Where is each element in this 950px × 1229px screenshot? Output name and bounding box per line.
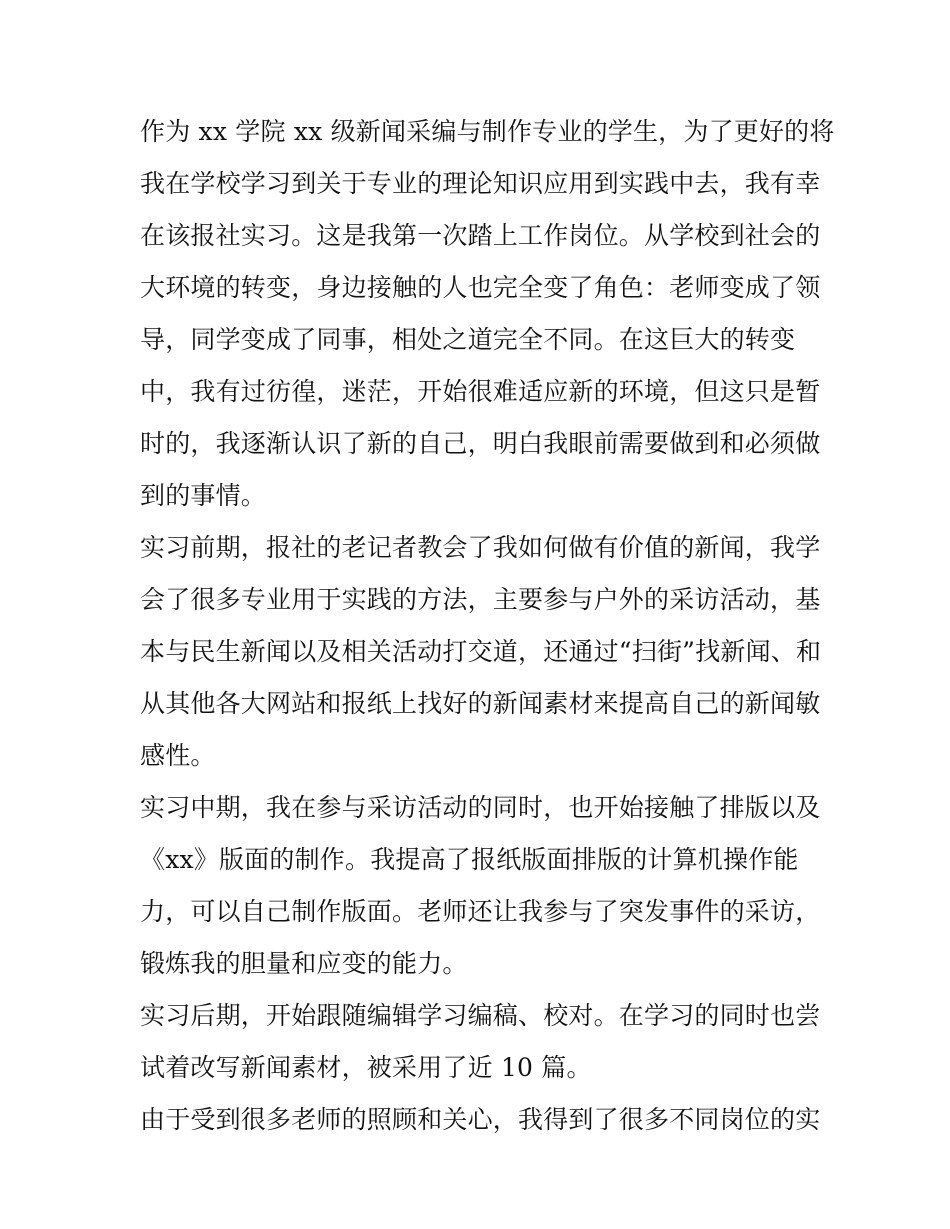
text-line: 由于受到很多老师的照顾和关心，我得到了很多不同岗位的实 [140, 1105, 821, 1134]
text-line: 感性。 [140, 741, 216, 770]
text-line: 试着改写新闻素材，被采用了近 10 篇。 [140, 1053, 592, 1082]
text-line: 在该报社实习。这是我第一次踏上工作岗位。从学校到社会的 [140, 221, 821, 250]
text-line: 时的，我逐渐认识了新的自己，明白我眼前需要做到和必须做 [140, 429, 821, 458]
text-line: 从其他各大网站和报纸上找好的新闻素材来提高自己的新闻敏 [140, 689, 821, 718]
text-line: 锻炼我的胆量和应变的能力。 [140, 949, 468, 978]
text-line: 会了很多专业用于实践的方法，主要参与户外的采访活动，基 [140, 585, 821, 614]
text-line: 中，我有过彷徨，迷茫，开始很难适应新的环境，但这只是暂 [140, 377, 821, 406]
text-line: 大环境的转变，身边接触的人也完全变了角色：老师变成了领 [140, 273, 821, 302]
text-line: 实习中期，我在参与采访活动的同时，也开始接触了排版以及 [140, 793, 821, 822]
text-line: 到的事情。 [140, 481, 267, 510]
text-line: 导，同学变成了同事，相处之道完全不同。在这巨大的转变 [140, 325, 796, 354]
text-line: 本与民生新闻以及相关活动打交道，还通过“扫街”找新闻、和 [140, 637, 822, 666]
text-line: 我在学校学习到关于专业的理论知识应用到实践中去，我有幸 [140, 169, 821, 198]
document-body [140, 106, 835, 1146]
text-line: 实习后期，开始跟随编辑学习编稿、校对。在学习的同时也尝 [140, 1001, 821, 1030]
text-line: 《xx》版面的制作。我提高了报纸版面排版的计算机操作能 [140, 845, 799, 874]
text-line: 作为 xx 学院 xx 级新闻采编与制作专业的学生，为了更好的将 [140, 117, 835, 146]
text-line: 实习前期，报社的老记者教会了我如何做有价值的新闻，我学 [140, 533, 821, 562]
text-line: 力，可以自己制作版面。老师还让我参与了突发事件的采访， [140, 897, 821, 926]
